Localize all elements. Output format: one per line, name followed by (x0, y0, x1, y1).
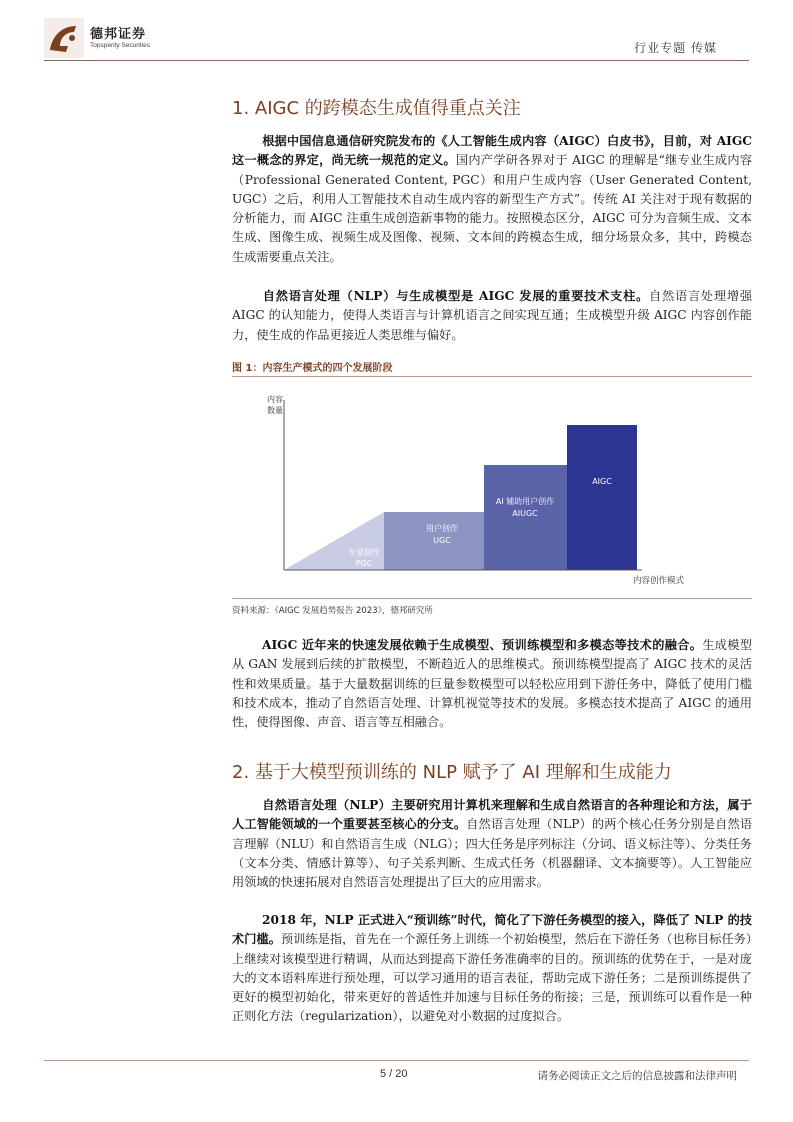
emphasis-text: AIGC 近年来的快速发展依赖于生成模型、预训练模型和多模态等技术的融合。 (262, 638, 703, 652)
footer-disclaimer: 请务必阅读正文之后的信息披露和法律声明 (537, 1070, 737, 1082)
header-divider (44, 60, 749, 61)
logo-name: 德邦证券 (90, 27, 147, 42)
content-production-chart (232, 380, 752, 595)
stage-label-aigc-1: AIGC (592, 477, 612, 486)
emphasis-text: 根据中国信息通信研究院发布的《人工智能生成内容（AIGC）白皮书》，目前，对 AIGC 这一概念的界定，尚无统一规范的定义。 (232, 134, 752, 168)
figure-title: 图 1：内容生产模式的四个发展阶段 (232, 363, 393, 374)
section-1-paragraph-1 (232, 132, 752, 267)
body-text: 预训练是指，首先在一个源任务上训练一个初始模型，然后在下游任务（也称目标任务）上继续对该模型进行精调，从而达到提高下游任务准确率的目的。预训练的优势在于，一是对庞大的文本语料库进行预处理，可以学习通用的语言表征，帮助完成下游任务；二是预训练提供了更好的模型初始化，带来更好的普适性并加速与目标任务的衔接；三是，预训练可以看作是一种正则化方法（regularization），以避免对小数据的过度拟合。 (232, 932, 753, 1024)
section-2-paragraph-1 (232, 796, 752, 892)
body-text: 自然语言处理增强 AIGC 的认知能力，使得人类语言与计算机语言之间实现互通；生成模型升级 AIGC 内容创作能力，使生成的作品更接近人类思维与偏好。 (232, 289, 753, 342)
emphasis-text: 2018 年，NLP 正式进入“预训练”时代，简化了下游任务模型的接入，降低了 NLP 的技术门槛。 (232, 913, 752, 947)
stage-label-pgc-1: 专业制作 (348, 548, 380, 557)
stage-area-aigc (567, 425, 637, 570)
footer-divider (44, 1060, 749, 1061)
y-axis-label-1: 内容 (267, 395, 283, 404)
stage-label-pgc-2: PGC (355, 559, 373, 568)
stage-label-ugc-1: 用户创作 (426, 524, 458, 533)
stage-label-aiugc-1: AI 辅助用户创作 (495, 497, 555, 506)
x-axis-label: 内容创作模式 (632, 576, 684, 586)
stage-label-aiugc-2: AIUGC (512, 509, 538, 518)
body-text: 国内产学研各界对于 AIGC 的理解是“继专业生成内容（Professional Generated Content, PGC）和用户生成内容（User Generated Content, UGC）之后，利用人工智能技术自动生成内容的新型生产方式”。传统 AI 关注对于现有数据的分析能力，而 AIGC 注重生成创造新事物的能力。按照模态区分，AIGC 可分为音频生成、文本生成、图像生成、视频生成及图像、视频、文本间的跨模态生成，细分场景众多，其中，跨模态生成需要重点关注。 (232, 153, 753, 264)
figure-source: 资料来源：《AIGC 发展趋势报告 2023》，德邦研究所 (232, 606, 433, 616)
emphasis-text: 自然语言处理（NLP）与生成模型是 AIGC 发展的重要技术支柱。 (262, 289, 650, 303)
body-text: 生成模型从 GAN 发展到后续的扩散模型，不断趋近人的思维模式。预训练模型提高了 AIGC 技术的灵活性和效果质量。基于大量数据训练的巨量参数模型可以轻松应用到下游任务中，降低了使用门槛和技术成本，推动了自然语言处理、计算机视觉等技术的发展。多模态技术提高了 AIGC 的通用性，使得图像、声音、语言等互相融合。 (232, 638, 752, 730)
y-axis-label-2: 数量 (267, 406, 283, 415)
section-1-heading: 1. AIGC 的跨模态生成值得重点关注 (232, 98, 521, 119)
page-number: 5 / 20 (380, 1068, 408, 1080)
section-1-paragraph-3 (232, 636, 752, 732)
section-2-heading: 2. 基于大模型预训练的 NLP 赋予了 AI 理解和生成能力 (232, 762, 672, 783)
emphasis-text: 自然语言处理（NLP）主要研究用计算机来理解和生成自然语言的各种理论和方法，属于人工智能领域的一个重要甚至核心的分支。 (232, 798, 752, 832)
section-1-paragraph-2 (232, 287, 752, 345)
logo-subtitle: Topsperity Securities (90, 42, 150, 49)
report-category: 行业专题 传媒 (634, 41, 717, 55)
body-text: 自然语言处理（NLP）的两个核心任务分别是自然语言理解（NLU）和自然语言生成（NLG）；四大任务是序列标注（分词、语义标注等）、分类任务（文本分类、情感计算等）、句子关系判断、生成式任务（机器翻译、文本摘要等）。人工智能应用领域的快速拓展对自然语言处理提出了巨大的应用需求。 (232, 817, 753, 890)
stage-label-ugc-2: UGC (433, 536, 451, 545)
dragon-logo-icon (44, 18, 84, 58)
figure-top-rule (232, 376, 752, 377)
company-logo (44, 18, 174, 60)
section-2-paragraph-2 (232, 911, 752, 1027)
figure-bottom-rule (232, 598, 752, 599)
